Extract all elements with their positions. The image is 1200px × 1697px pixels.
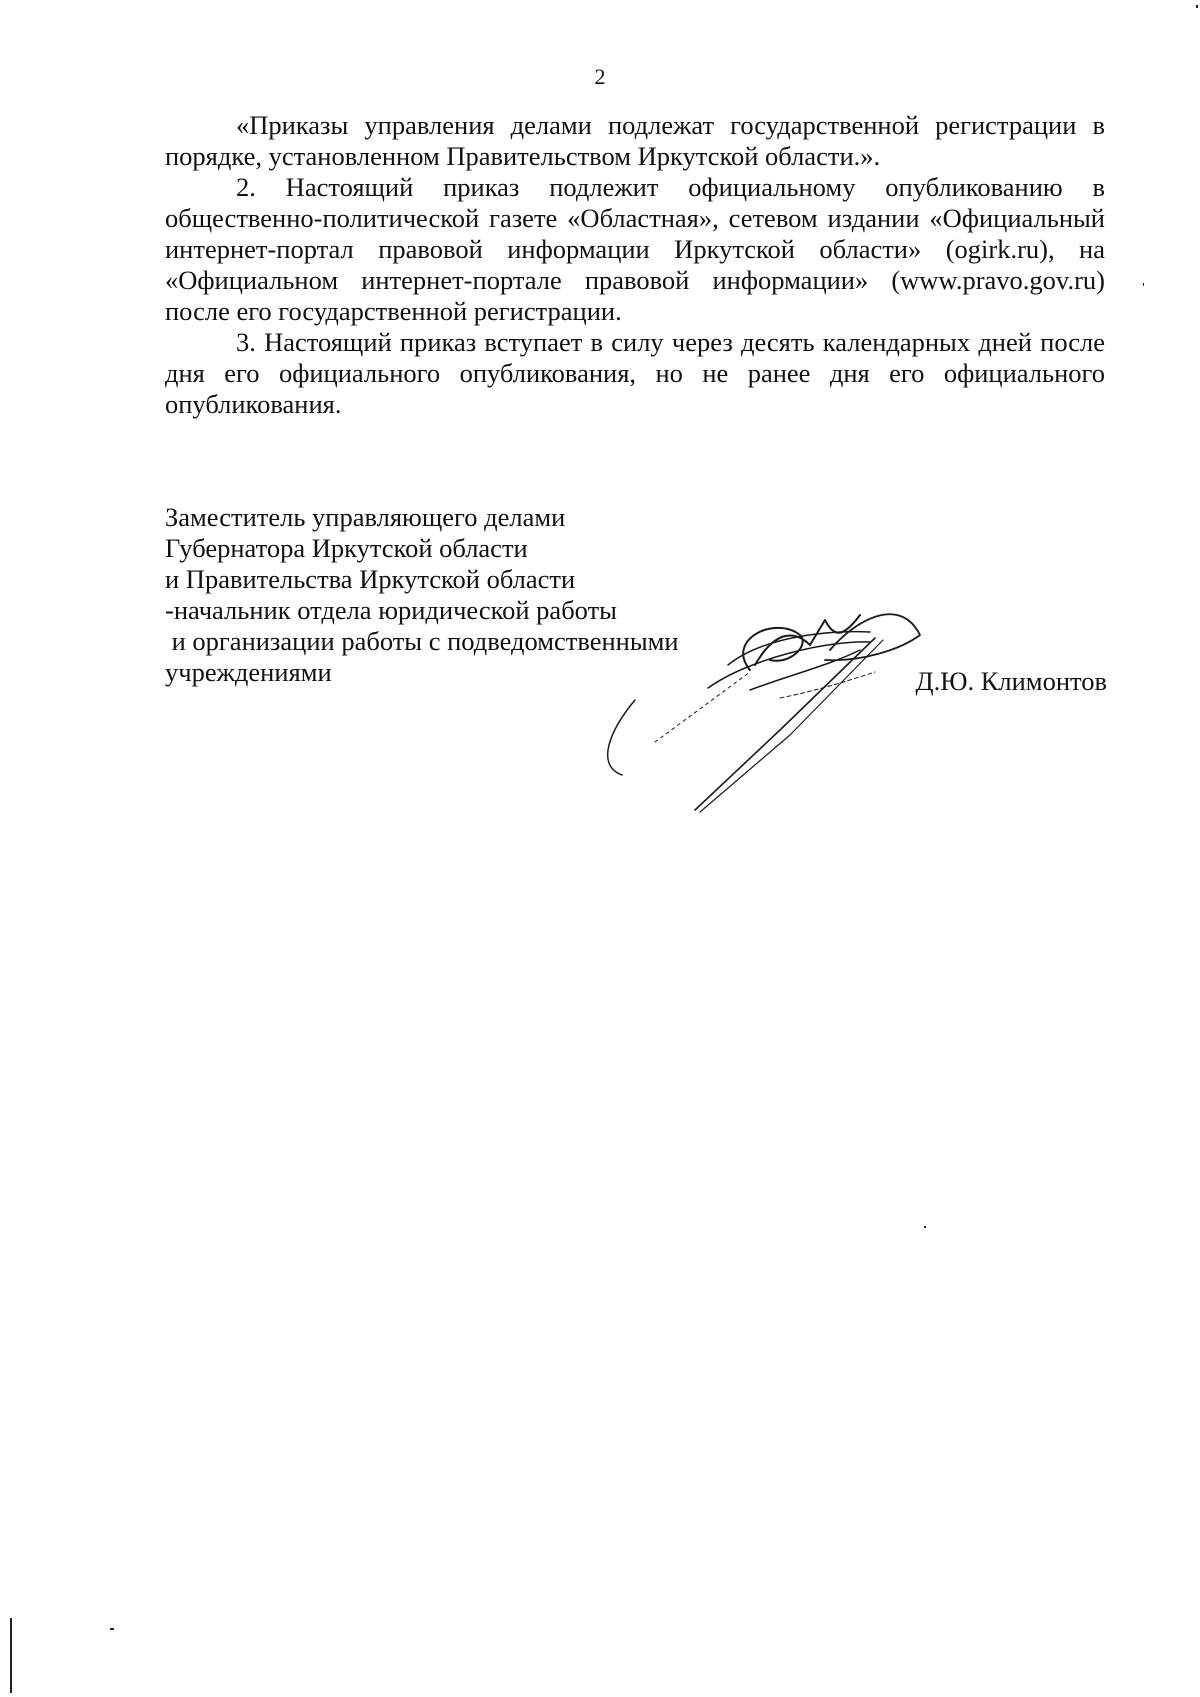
scan-speck bbox=[1196, 5, 1198, 8]
paragraph-amendment-text: «Приказы управления делами подлежат государственной регистрации в порядке, установленном Правительством Иркутской области.». bbox=[165, 110, 1105, 171]
scan-speck bbox=[924, 1226, 926, 1228]
signatory-title-line: и организации работы с подведомственными bbox=[165, 626, 679, 656]
signatory-title-line: Губернатора Иркутской области bbox=[165, 533, 528, 563]
paragraph-entry-into-force: 3. Настоящий приказ вступает в силу через десять календарных дней после дня его официального опубликования, но не ранее дня его официального опубликования. bbox=[165, 327, 1105, 419]
signatory-title-line: и Правительства Иркутской области bbox=[165, 564, 576, 594]
handwritten-signature bbox=[600, 600, 930, 825]
scan-speck bbox=[110, 1628, 114, 1630]
paragraph-publication: 2. Настоящий приказ подлежит официальному опубликованию в общественно-политической газете «Областная», сетевом издании «Официальный интернет-портал правовой информации Иркутской области» (ogirk.ru), на «Официальном интернет-портале правовой информации» (www.pravo.gov.ru) после его государственной регистрации. bbox=[165, 172, 1105, 326]
document-body bbox=[165, 110, 1105, 420]
signatory-title-line: -начальник отдела юридической работы bbox=[165, 595, 617, 625]
scan-edge-line bbox=[10, 1618, 12, 1693]
page-number: 2 bbox=[594, 64, 606, 89]
signatory-title-line: учреждениями bbox=[165, 657, 332, 687]
signatory-name: Д.Ю. Климонтов bbox=[915, 666, 1107, 696]
scan-speck bbox=[1143, 283, 1144, 286]
signatory-title-line: Заместитель управляющего делами bbox=[165, 502, 566, 532]
